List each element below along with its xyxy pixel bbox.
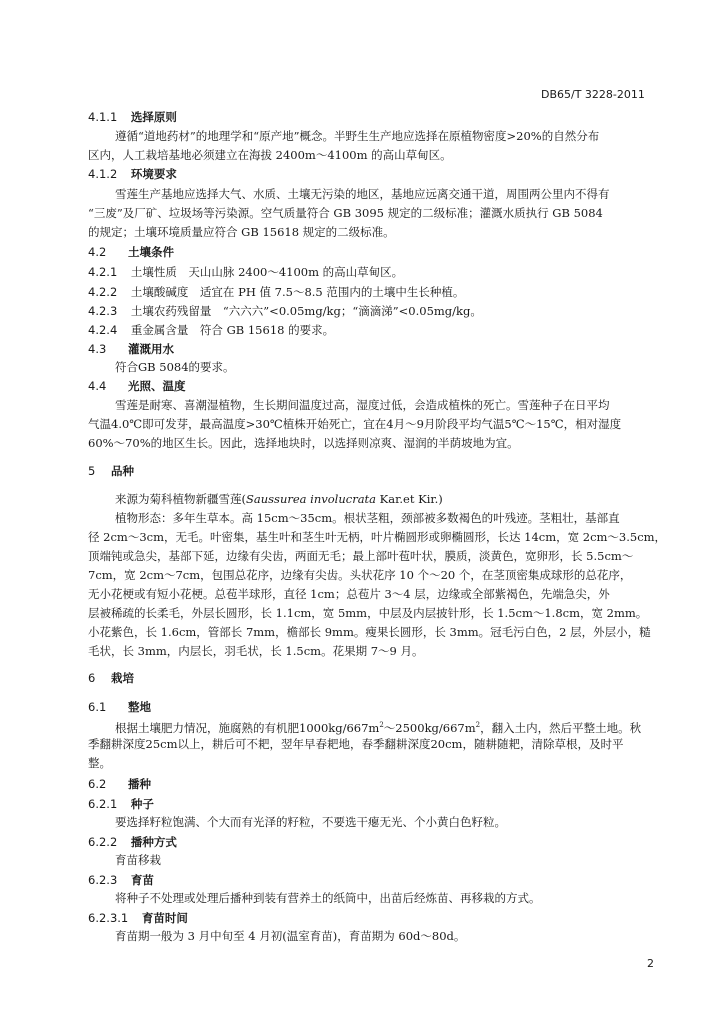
section-text: 重金属含量 符合 GB 15618 的要求。: [130, 323, 335, 337]
section-4-1-1-heading: [88, 109, 177, 125]
latin-name: Saussurea involucrata: [246, 492, 377, 506]
paragraph-line: 将种子不处理或处理后播种到装有营养土的纸筒中，出苗后经炼苗、再移栽的方式。: [115, 891, 541, 905]
section-number: 5: [88, 464, 96, 478]
section-6-2-2-heading: [88, 834, 177, 850]
paragraph-line: “三废”及厂矿、垃圾场等污染源。空气质量符合 GB 3095 规定的二级标准；灌溉水质执行 GB 5084: [88, 206, 603, 220]
section-number: 4.2.2: [88, 285, 118, 299]
section-title: 选择原则: [130, 110, 177, 124]
origin-suffix: Kar.et Kir.): [376, 492, 443, 506]
section-number: 4.2.4: [88, 323, 118, 337]
page-number: 2: [647, 957, 654, 970]
section-number: 4.1.1: [88, 110, 118, 124]
text-run: 根据土壤肥力情况，施腐熟的有机肥1000kg/667m: [115, 720, 380, 735]
section-6-2-1-heading: [88, 796, 154, 812]
section-4-2-heading: [88, 244, 174, 260]
origin-line: [115, 490, 443, 509]
paragraph-line: 7cm，宽 2cm～7cm，包围总花序，边缘有尖齿。头状花序 10 个～20 个，在茎顶密集成球形的总花序，: [88, 568, 632, 582]
section-number: 6.2: [88, 777, 107, 791]
paragraph-line: 无小花梗或有短小花梗。总苞半球形，直径 1cm；总苞片 3～4 层，边缘或全部紫褐色，先端急尖，外: [88, 587, 610, 601]
section-number: 4.2.3: [88, 304, 118, 318]
section-number: 6.2.1: [88, 797, 118, 811]
superscript: 2: [475, 721, 481, 729]
paragraph-line: 径 2cm～3cm，无毛。叶密集，基生叶和茎生叶无柄，叶片椭圆形或卵椭圆形，长达 14cm，宽 2cm～3.5cm，: [88, 530, 667, 544]
section-4-2-3: [88, 303, 482, 319]
section-title: 育苗时间: [141, 911, 188, 925]
section-text: 土壤酸碱度 适宜在 PH 值 7.5～8.5 范围内的土壤中生长种植。: [130, 285, 465, 299]
paragraph-line: 整。: [88, 756, 111, 770]
section-number: 4.4: [88, 379, 107, 393]
paragraph-line: 区内，人工栽培基地必须建立在海拔 2400m～4100m 的高山草甸区。: [88, 148, 452, 162]
section-4-2-4: [88, 322, 334, 338]
paragraph-line: 符合GB 5084的要求。: [115, 360, 235, 374]
section-text: 土壤性质 天山山脉 2400～4100m 的高山草甸区。: [130, 265, 404, 279]
section-6-2-3-1-heading: [88, 910, 188, 926]
section-title: 育苗: [130, 873, 154, 887]
section-title: 光照、温度: [127, 379, 186, 393]
section-number: 4.2.1: [88, 265, 118, 279]
paragraph-line: 遵循“道地药材”的地理学和“原产地”概念。半野生生产地应选择在原植物密度>20%的自然分布: [115, 129, 600, 143]
section-number: 4.1.2: [88, 167, 118, 181]
section-title: 整地: [127, 700, 151, 714]
section-title: 播种: [127, 777, 151, 791]
paragraph-line: 季翻耕深度25cm以上，耕后可不耙，翌年早春耙地，春季翻耕深度20cm，随耕随耙，清除草根，及时平: [88, 737, 624, 751]
paragraph-line: 的规定；土壤环境质量应符合 GB 15618 规定的二级标准。: [88, 225, 395, 239]
origin-prefix: 来源为菊科植物新疆雪莲(: [115, 492, 246, 506]
section-title: 品种: [110, 464, 134, 478]
paragraph-line: 层被稀疏的长柔毛，外层长圆形，长 1.1cm，宽 5mm，中层及内层披针形，长 1.5cm～1.8cm，宽 2mm。: [88, 606, 648, 620]
section-4-3-heading: [88, 341, 174, 357]
section-text: 土壤农药残留量 “六六六”<0.05mg/kg；“滴滴涕”<0.05mg/kg。: [130, 304, 482, 318]
section-number: 6: [88, 671, 96, 685]
paragraph-line: 气温4.0℃即可发芽，最高温度>30℃植株开始死亡，宜在4月～9月阶段平均气温5℃～15℃，相对湿度: [88, 417, 622, 431]
section-title: 种子: [130, 797, 154, 811]
section-number: 6.2.2: [88, 835, 118, 849]
paragraph-line: 植物形态：多年生草本。高 15cm～35cm。根状茎粗，颈部被多数褐色的叶残迹。茎粗壮，基部直: [115, 511, 620, 525]
document-code: DB65/T 3228-2011: [541, 88, 645, 101]
superscript: 2: [379, 721, 384, 729]
paragraph-line: 小花紫色，长 1.6cm，管部长 7mm，檐部长 9mm。瘦果长圆形，长 3mm。冠毛污白色，2 层，外层小，糙: [88, 625, 651, 639]
paragraph-line: 育苗移栽: [115, 853, 161, 867]
section-4-2-2: [88, 284, 464, 300]
section-number: 6.2.3: [88, 873, 118, 887]
section-title: 环境要求: [130, 167, 177, 181]
section-title: 栽培: [110, 671, 134, 685]
section-4-2-1: [88, 264, 403, 280]
section-6-1-heading: [88, 699, 151, 715]
paragraph-line: 雪莲是耐寒、喜潮湿植物，生长期间温度过高，湿度过低，会造成植株的死亡。雪莲种子在日平均: [115, 398, 610, 412]
section-6-heading: [88, 670, 134, 686]
section-number: 4.2: [88, 245, 107, 259]
text-run: ～2500kg/667m: [383, 720, 476, 735]
text-run: ，翻入土内，然后平整土地。秋: [480, 720, 642, 735]
section-title: 播种方式: [130, 835, 177, 849]
paragraph-line: 60%～70%的地区生长。因此，选择地块时，以选择则凉爽、湿润的半荫坡地为宜。: [88, 436, 519, 450]
section-title: 灌溉用水: [127, 342, 174, 356]
section-number: 6.1: [88, 700, 107, 714]
paragraph-line: 雪莲生产基地应选择大气、水质、土壤无污染的地区，基地应远离交通干道，周围两公里内不得有: [115, 187, 610, 201]
section-5-heading: [88, 463, 134, 479]
section-title: 土壤条件: [127, 245, 174, 259]
section-4-4-heading: [88, 378, 185, 394]
section-4-1-2-heading: [88, 166, 177, 182]
section-number: 6.2.3.1: [88, 911, 129, 925]
section-6-2-heading: [88, 776, 151, 792]
section-6-2-3-heading: [88, 872, 154, 888]
paragraph-line: 毛状，长 3mm，内层长，羽毛状，长 1.5cm。花果期 7～9 月。: [88, 644, 424, 658]
paragraph-line: 顶端钝或急尖，基部下延，边缘有尖齿，两面无毛；最上部叶苞叶状，膜质，淡黄色，宽卵形，长 5.5cm～: [88, 549, 634, 563]
paragraph-line: 育苗期一般为 3 月中旬至 4 月初(温室育苗)，育苗期为 60d～80d。: [115, 929, 466, 943]
paragraph-line: 要选择籽粒饱满、个大而有光泽的籽粒，不要选干瘪无光、个小黄白色籽粒。: [115, 815, 506, 829]
section-number: 4.3: [88, 342, 107, 356]
